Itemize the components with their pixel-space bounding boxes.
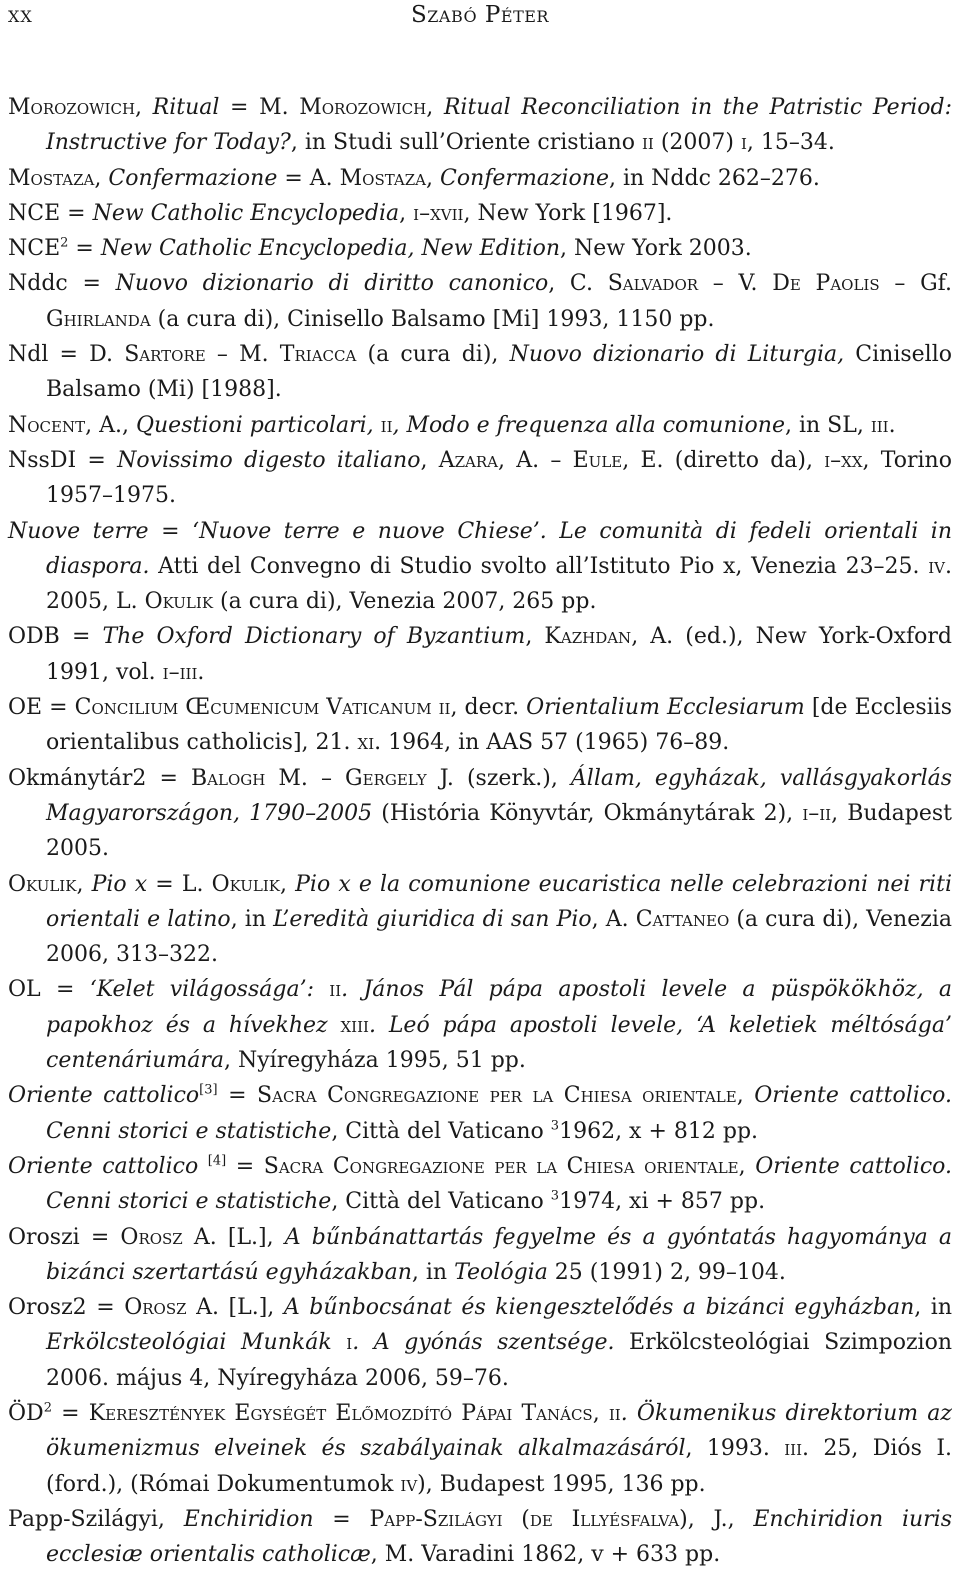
entry-text: Erkölcsteológiai Munkák (46, 1330, 347, 1356)
entry-text: , in Nddc 262–276. (608, 165, 820, 191)
entry-text: , (280, 871, 296, 897)
entry-text: , 1993. (685, 1436, 785, 1462)
entry-text: , (736, 1083, 755, 1109)
entry-text: Morozowich (299, 95, 427, 120)
entry-text: = (51, 1400, 89, 1426)
entry-text: Állam, egyházak, vallásgyakorlás Magyarországon, 1790–2005 (46, 765, 953, 826)
entry-text: Okulik (144, 589, 214, 615)
entry-text: 25 (1991) 2, 99–104. (547, 1259, 786, 1285)
entry-text: (2007) (653, 130, 741, 156)
entry-text: xiii (340, 1012, 369, 1038)
entry-text: ii (641, 130, 654, 156)
entry-text: Keresztények Egységét Előmozdító Pápai Tanács (88, 1400, 593, 1426)
entry-text: , 15–34. (746, 130, 835, 156)
entry-text: Enchiridion (183, 1506, 314, 1532)
entry-text: Confermazione (440, 165, 609, 191)
entry-text: Nuove terre (8, 518, 149, 544)
bibliography-list (8, 90, 952, 1572)
entry-text: ii (608, 1400, 621, 1426)
entry-text: i (740, 130, 747, 156)
entry-text: Triacca (279, 342, 357, 368)
entry-text: . (197, 659, 205, 685)
bibliography-entry (8, 972, 952, 1078)
entry-text: 2 (43, 1400, 52, 1416)
entry-text: , Modo e frequenza alla comunione (392, 412, 785, 438)
entry-text: Orosz2 = (8, 1295, 125, 1321)
entry-text: iii (784, 1436, 803, 1462)
entry-text: Enchiridion iuris ecclesiæ orientalis catholicæ (46, 1506, 953, 1568)
entry-text: Papp-Szilágyi, (8, 1506, 184, 1532)
entry-text: Morozowich (8, 95, 136, 120)
entry-text: , (76, 871, 92, 897)
entry-text: Ndl = D. (8, 342, 125, 368)
entry-text: , (592, 1400, 609, 1426)
bibliography-entry (8, 1396, 952, 1502)
entry-text: – V. (698, 271, 773, 297)
entry-text: The Oxford Dictionary of Byzantium (102, 624, 526, 650)
entry-text: ODB = (8, 624, 103, 650)
entry-text: Orosz (120, 1224, 183, 1250)
entry-text: , in (230, 906, 274, 932)
entry-text: ‘Nuove terre e nuove Chiese’. Le comunità di fedeli orientali in diaspora. (46, 518, 953, 579)
bibliography-entry (8, 514, 952, 620)
bibliography-entry (8, 761, 952, 867)
entry-text: , A., (85, 412, 136, 438)
bibliography-entry (8, 408, 952, 443)
entry-text: Oriente cattolico. Cenni storici e statistiche (46, 1083, 952, 1144)
entry-text: A. [L.], (182, 1224, 285, 1250)
entry-text: Nddc = (8, 271, 116, 297)
entry-text: , New York 2003. (560, 236, 752, 262)
entry-text: – Gf. (879, 271, 952, 297)
entry-text: [de Ecclesiis orientalibus catholicis], 21. (46, 695, 953, 756)
entry-text: = (313, 1506, 370, 1532)
entry-text: = (226, 1153, 264, 1179)
bibliography-entry (8, 867, 952, 973)
entry-text: . 2005, L. (46, 553, 952, 615)
entry-text: Salvador (607, 271, 699, 297)
bibliography-entry (8, 1290, 952, 1396)
entry-text: , (135, 95, 153, 120)
entry-text: = L. (147, 871, 212, 897)
entry-text: Mostaza (339, 165, 427, 191)
entry-text: Erkölcsteológiai Szimpozion 2006. május 4, Nyíregyháza 2006, 59–76. (46, 1330, 953, 1391)
page-header (0, 0, 960, 40)
entry-text: 1962, x + 812 pp. (559, 1118, 759, 1144)
entry-text: Sacra Congregazione per la Chiesa orientale (257, 1083, 737, 1109)
entry-text: , (399, 200, 414, 226)
entry-text: [4] (207, 1153, 227, 1169)
entry-text: , A. (591, 906, 636, 932)
entry-text: (a cura di), (356, 342, 510, 368)
entry-text: . Leó pápa apostoli levele, ‘A keletiek méltósága’ centenáriumára (46, 1012, 952, 1074)
entry-text: Orosz (124, 1295, 187, 1321)
bibliography-entry (8, 1220, 952, 1291)
entry-text: Pio x e la comunione eucaristica nelle celebrazioni nei riti orientali e latino (46, 871, 952, 932)
entry-text: New Catholic Encyclopedia (92, 200, 400, 226)
entry-text: Eule (572, 447, 623, 473)
entry-text: Ritual (152, 95, 220, 120)
entry-text: OL = (8, 977, 90, 1003)
entry-text: 2 (60, 235, 69, 251)
entry-text: 3 (550, 1118, 560, 1134)
entry-text: ), Budapest 1995, 136 pp. (417, 1471, 706, 1497)
entry-text: 3 (550, 1188, 560, 1204)
entry-text: Oroszi = (8, 1224, 121, 1250)
entry-text: Papp-Szilágyi (de Illyésfalva) (369, 1506, 688, 1532)
entry-text: iv (400, 1471, 418, 1497)
entry-text: NCE (8, 236, 61, 262)
entry-text: Oriente cattolico. Cenni storici e statistiche (46, 1153, 952, 1215)
entry-text: , (94, 165, 109, 191)
entry-text: , (525, 624, 545, 650)
entry-text: Nuovo dizionario di diritto canonico (115, 271, 549, 297)
entry-text: , (420, 447, 439, 473)
entry-text: – M. (205, 342, 280, 368)
entry-text: . (888, 412, 896, 438)
bibliography-entry (8, 196, 952, 231)
entry-text: Ghirlanda (46, 306, 151, 332)
entry-text: . János Pál pápa apostoli levele a püspökökhöz, a papokhoz és a hívekhez (46, 977, 952, 1038)
entry-text: ii (380, 412, 393, 438)
entry-text: (a cura di), Venezia 2006, 313–322. (46, 906, 952, 968)
entry-text: (a cura di), Venezia 2007, 265 pp. (213, 589, 597, 615)
bibliography-entry (8, 443, 952, 514)
entry-text: Atti del Convegno di Studio svolto all’Istituto Pio x, Venezia 23–25. (149, 553, 929, 579)
bibliography-entry (8, 1078, 952, 1149)
entry-text: Balogh (190, 765, 266, 791)
entry-text: . A gyónás szentsége. (352, 1330, 615, 1356)
entry-text: , in (914, 1295, 952, 1321)
entry-text: = M. (219, 95, 300, 120)
entry-text: i–xvii (413, 200, 464, 226)
entry-text: , M. Varadini 1862, v + 633 pp. (370, 1542, 721, 1568)
entry-text: , (426, 95, 444, 120)
entry-text: Oriente cattolico (8, 1153, 208, 1179)
bibliography-entry (8, 337, 952, 408)
entry-text: (História Könyvtár, Okmánytárak 2), (372, 800, 803, 826)
entry-text: , Torino 1957–1975. (46, 447, 952, 509)
entry-text: , A. – (498, 447, 573, 473)
entry-text: , in (411, 1259, 455, 1285)
entry-text: Sartore (124, 342, 206, 368)
entry-text: = (217, 1083, 258, 1109)
entry-text: iv (928, 553, 945, 579)
entry-text: , in SL, (784, 412, 871, 438)
entry-text: Oriente cattolico (8, 1083, 200, 1109)
entry-text: , Città del Vaticano (331, 1189, 551, 1215)
entry-text: , New York [1967]. (463, 200, 673, 226)
entry-text: . Ökumenikus direktorium az ökumenizmus elveinek és szabályainak alkalmazásáról (46, 1400, 953, 1462)
entry-text: , decr. (450, 695, 527, 721)
entry-text: Gergely (345, 765, 427, 791)
entry-text: Okulik (8, 871, 77, 897)
entry-text: , A. (ed.), New York-Oxford 1991, vol. (46, 624, 953, 685)
entry-text: xi (357, 730, 375, 756)
entry-text: (a cura di), Cinisello Balsamo [Mi] 1993, 1150 pp. (150, 306, 715, 332)
entry-text: i–ii (802, 800, 832, 826)
entry-text: ÖD (8, 1400, 44, 1426)
bibliography-entry (8, 690, 952, 761)
page-number: xx (8, 2, 33, 28)
entry-text: A bűnbocsánat és kiengesztelődés a bizánci egyházban (283, 1295, 915, 1321)
entry-text: A. [L.], (186, 1295, 284, 1321)
entry-text: Confermazione (108, 165, 278, 191)
entry-text: Questioni particolari, (135, 412, 381, 438)
bibliography-entry (8, 231, 952, 266)
entry-text: 1974, xi + 857 pp. (559, 1189, 766, 1215)
entry-text: ii (329, 977, 342, 1003)
bibliography-entry (8, 1149, 952, 1220)
entry-text: . 25, Diós I. (ford.), (Római Dokumentumok (46, 1436, 952, 1497)
entry-text: Okmánytár2 = (8, 765, 191, 791)
entry-text: Kazhdan (544, 624, 632, 650)
entry-text: Concilium Œcumenicum Vaticanum ii (74, 695, 451, 721)
entry-text: , (426, 165, 441, 191)
entry-text: Novissimo digesto italiano (117, 447, 421, 473)
bibliography-entry (8, 1502, 952, 1572)
entry-text: Nuovo dizionario di Liturgia, (509, 342, 845, 368)
entry-text: Sacra Congregazione per la Chiesa orientale (263, 1153, 739, 1179)
entry-text: NCE = (8, 200, 93, 226)
entry-text: . 1964, in AAS 57 (1965) 76–89. (374, 730, 730, 756)
bibliography-entry (8, 90, 952, 161)
bibliography-entry (8, 266, 952, 337)
entry-text: , Nyíregyháza 1995, 51 pp. (224, 1048, 526, 1074)
entry-text: Azara (438, 447, 498, 473)
entry-text: Orientalium Ecclesiarum (526, 695, 805, 721)
entry-text: Mostaza (8, 165, 95, 191)
entry-text: Nocent (8, 412, 86, 438)
entry-text: , E. (diretto da), (622, 447, 825, 473)
entry-text: ‘Kelet világossága’: (89, 977, 330, 1003)
entry-text: [3] (199, 1082, 218, 1098)
running-title: Szabó Péter (411, 2, 549, 28)
entry-text: , (738, 1153, 756, 1179)
entry-text: iii (870, 412, 889, 438)
entry-text: i–iii (162, 659, 198, 685)
entry-text: i–xx (824, 447, 863, 473)
entry-text: = (148, 518, 193, 544)
entry-text: De Paolis (772, 271, 880, 297)
entry-text: , in Studi sull’Oriente cristiano (290, 130, 642, 156)
entry-text: M. – (265, 765, 346, 791)
entry-text: = A. (277, 165, 340, 191)
entry-text: Okulik (211, 871, 281, 897)
entry-text: J. (szerk.), (426, 765, 571, 791)
bibliography-entry (8, 161, 952, 196)
entry-text: New Catholic Encyclopedia, New Edition (100, 236, 561, 262)
entry-text: = (68, 236, 101, 262)
entry-text: Pio x (91, 871, 148, 897)
entry-text: Cinisello Balsamo (Mi) [1988]. (46, 342, 952, 403)
bibliography-entry (8, 619, 952, 690)
entry-text: , Città del Vaticano (331, 1118, 551, 1144)
entry-text: OE = (8, 695, 75, 721)
entry-text: , C. (548, 271, 608, 297)
entry-text: Cattaneo (635, 906, 730, 932)
entry-text: i (346, 1330, 353, 1356)
entry-text: , Budapest 2005. (46, 800, 952, 862)
entry-text: , J., (687, 1506, 754, 1532)
entry-text: NssDI = (8, 447, 118, 473)
entry-text: A bűnbánattartás fegyelme és a gyóntatás hagyománya a bizánci szertartású egyházakban (46, 1224, 953, 1285)
entry-text: Teológia (454, 1259, 548, 1285)
entry-text: Ritual Reconciliation in the Patristic Period: Instructive for Today? (46, 95, 952, 156)
entry-text: L’eredità giuridica di san Pio (273, 906, 592, 932)
